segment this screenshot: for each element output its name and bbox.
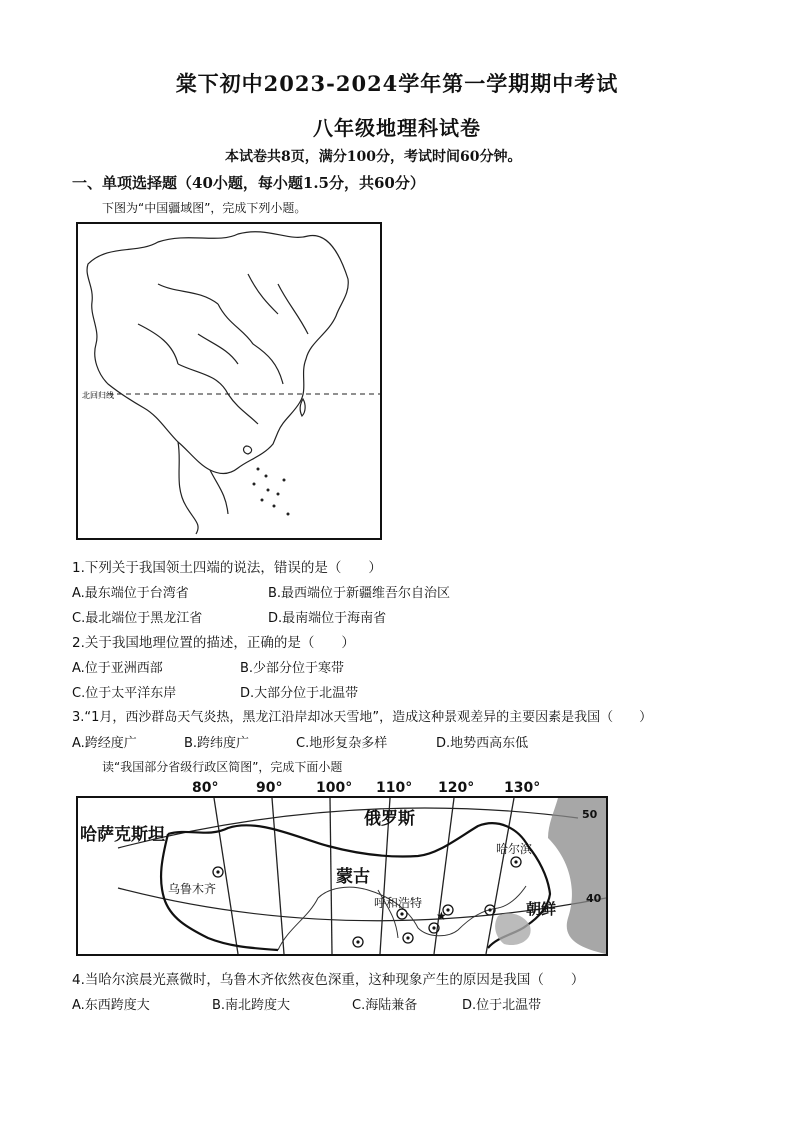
q1-option-b: B.最西端位于新疆维吾尔自治区 <box>268 586 451 601</box>
q4-option-d: D.位于北温带 <box>462 998 542 1013</box>
q2-option-c: C.位于太平洋东岸 <box>72 686 177 701</box>
label-harbin: 哈尔滨 <box>496 842 533 856</box>
exam-subtitle: 八年级地理科试卷 <box>313 116 481 140</box>
section-heading: 一、单项选择题（40小题，每小题1.5分，共60分） <box>72 174 425 192</box>
q4-option-a: A.东西跨度大 <box>72 998 150 1013</box>
longitude-80: 80° <box>192 780 219 796</box>
q2-option-b: B.少部分位于寒带 <box>240 661 345 676</box>
sea-shading <box>548 798 606 954</box>
q3-option-c: C.地形复杂多样 <box>296 736 388 751</box>
china-territory-map <box>76 222 382 540</box>
exam-title: 棠下初中2023-2024学年第一学期期中考试 <box>175 71 619 96</box>
label-hohhot: 呼和浩特 <box>374 896 423 910</box>
map1-hainan <box>244 446 252 454</box>
q3-option-a: A.跨经度广 <box>72 736 137 751</box>
q3-option-b: B.跨纬度广 <box>184 736 250 751</box>
intro-map1: 下图为“中国疆域图”，完成下列小题。 <box>102 201 307 215</box>
exam-info: 本试卷共8页，满分100分，考试时间60分钟。 <box>225 149 522 165</box>
q4-option-b: B.南北跨度大 <box>212 998 291 1013</box>
q1-option-c: C.最北端位于黑龙江省 <box>72 611 203 626</box>
longitude-110: 110° <box>376 780 413 796</box>
label-mongolia: 蒙古 <box>336 867 370 887</box>
q2-option-d: D.大部分位于北温带 <box>240 686 359 701</box>
question-1-stem: 1.下列关于我国领土四端的说法，错误的是（ ） <box>72 560 382 576</box>
longitude-120: 120° <box>438 780 475 796</box>
question-2-stem: 2.关于我国地理位置的描述，正确的是（ ） <box>72 635 355 651</box>
intro-map2: 读“我国部分省级行政区简图”，完成下面小题 <box>102 760 343 774</box>
q3-option-d: D.地势西高东低 <box>436 736 529 751</box>
q1-option-a: A.最东端位于台湾省 <box>72 586 189 601</box>
south-china-sea-islands <box>253 468 290 516</box>
capital-star-icon: ★ <box>436 909 447 923</box>
question-3-stem: 3.“1月，西沙群岛天气炎热，黑龙江沿岸却冰天雪地”，造成这种景观差异的主要因素是我国（ ） <box>72 710 653 725</box>
tropic-label: 北回归线 <box>82 391 114 400</box>
longitude-90: 90° <box>256 780 283 796</box>
meridian-90 <box>272 798 284 954</box>
label-kazakhstan: 哈萨克斯坦 <box>80 825 165 845</box>
label-lat-40: 40 <box>586 892 602 905</box>
longitude-130: 130° <box>504 780 541 796</box>
label-korea: 朝鲜 <box>526 900 557 918</box>
map1-border-outline <box>87 232 348 474</box>
q4-option-c: C.海陆兼备 <box>352 998 418 1013</box>
meridian-120 <box>434 798 454 954</box>
label-russia: 俄罗斯 <box>364 809 415 829</box>
label-urumqi: 乌鲁木齐 <box>168 882 217 896</box>
question-4-stem: 4.当哈尔滨晨光熹微时，乌鲁木齐依然夜色深重，这种现象产生的原因是我国（ ） <box>72 972 585 988</box>
meridian-80 <box>214 798 238 954</box>
map1-province-lines <box>138 274 308 424</box>
china-territory-map-svg <box>78 224 380 538</box>
map1-peninsula <box>178 442 228 534</box>
longitude-100: 100° <box>316 780 353 796</box>
q1-option-d: D.最南端位于海南省 <box>268 611 387 626</box>
meridian-100 <box>330 798 332 954</box>
label-lat-50: 50 <box>582 808 598 821</box>
q2-option-a: A.位于亚洲西部 <box>72 661 163 676</box>
